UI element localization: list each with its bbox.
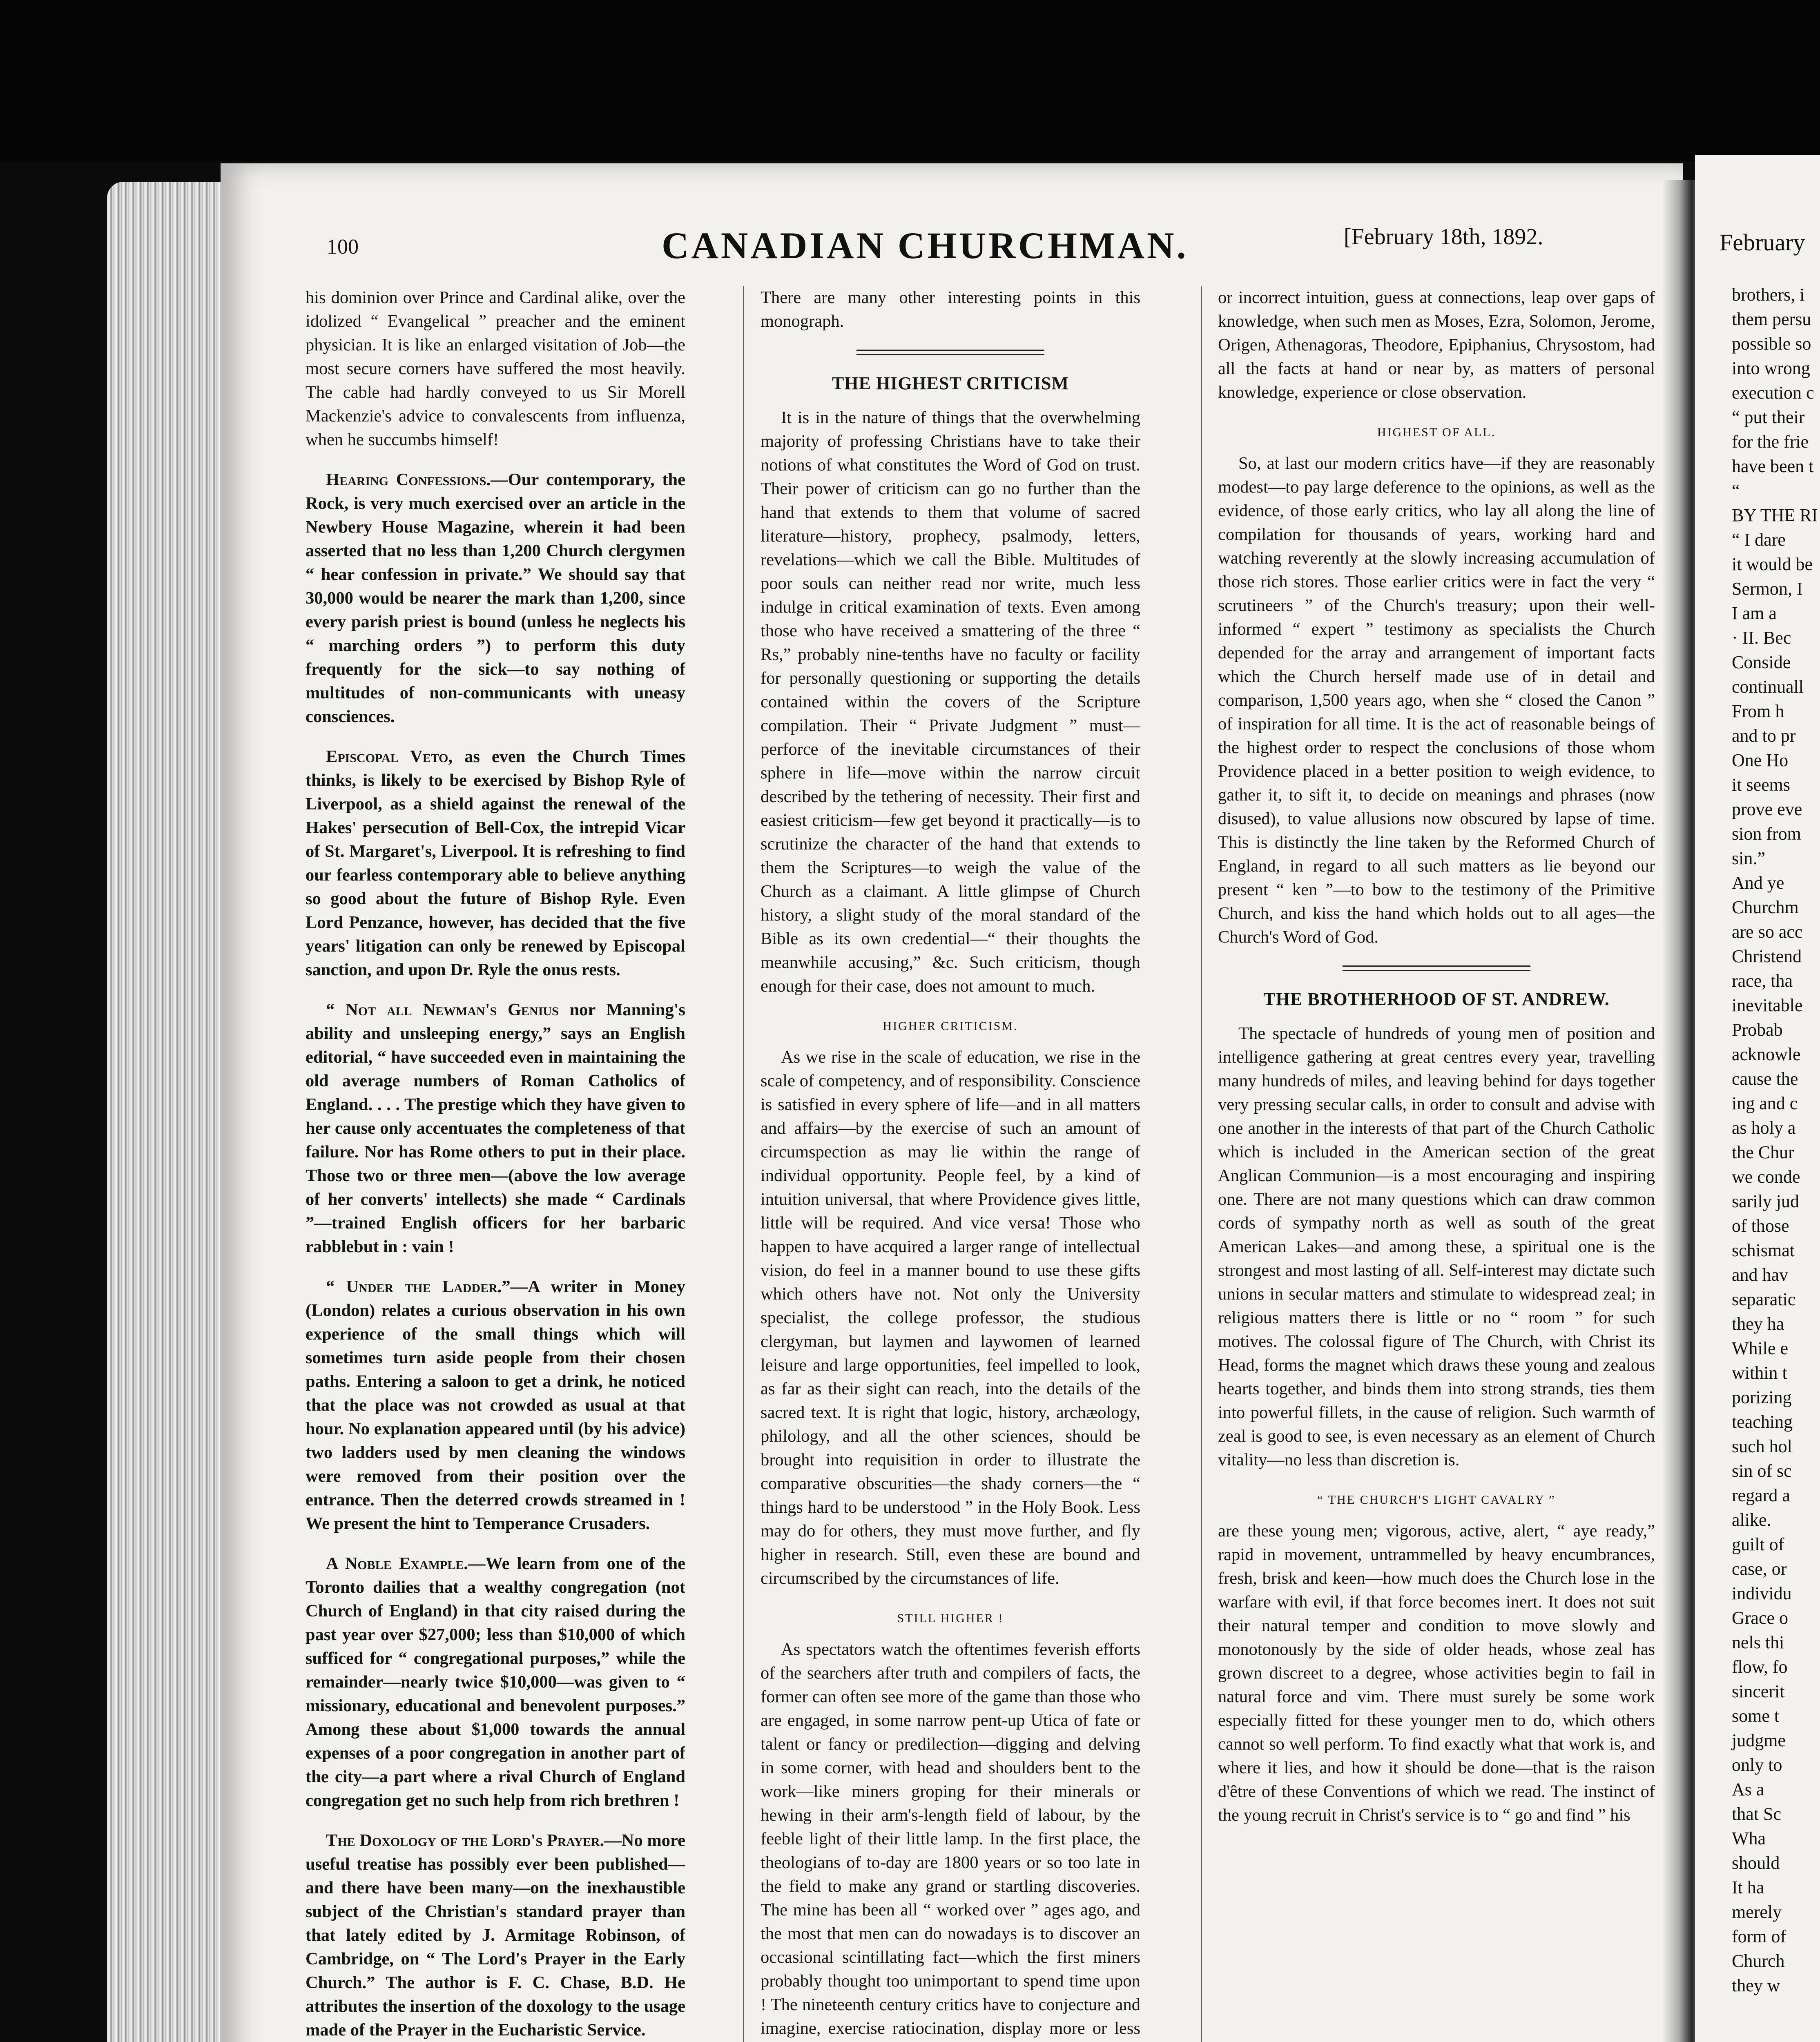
adjacent-page-line: Probab	[1732, 1020, 1783, 1040]
adjacent-page-line: Conside	[1732, 652, 1791, 672]
adjacent-page-line: brothers, i	[1732, 285, 1805, 305]
adjacent-page-line: of those	[1732, 1216, 1789, 1236]
adjacent-page-line: alike.	[1732, 1510, 1771, 1530]
paragraph-lead: “ Under the Ladder.”	[326, 1277, 511, 1296]
adjacent-page-line: Christend	[1732, 946, 1802, 966]
paragraph-body: nor Manning's ability and unsleeping energy,” says an English editorial, “ have succeeded even in maintaining the old average numbers of Roman Catholics of England. . . . The prestige which they have given to her cause only accentuates the completeness of that failure. Nor has Rome others to put in their place. Those two or three men—(above the low average of her converts' intellects) she made “ Cardinals ”—trained English officers for her barbaric rabblebut in : vain !	[306, 1000, 685, 1256]
adjacent-page-line: And ye	[1732, 873, 1784, 893]
adjacent-page-line: “ I dare	[1732, 530, 1786, 550]
article-text: or incorrect intuition, guess at connections, leap over gaps of knowledge, when such men as Moses, Ezra, Solomon, Jerome, Origen, Athenagoras, Theodore, Epiphanius, Chrysostom, had all the facts at hand or near by, as matters of personal knowledge, experience or close observation.	[1218, 288, 1655, 402]
paragraph-lead: Hearing Confessions.	[326, 470, 491, 489]
adjacent-page-line: are so acc	[1732, 922, 1803, 942]
adjacent-page-line: One Ho	[1732, 750, 1789, 770]
paragraph-noble-example	[306, 1552, 685, 1812]
adjacent-page-line: nels thi	[1732, 1632, 1784, 1652]
paragraph-body: —A writer in Money (London) relates a curious observation in his own experience of the small things which will sometimes turn aside people from their chosen paths. Entering a saloon to get a drink, he noticed that the place was not crowded as usual at that hour. No explanation appeared until (by his advice) two ladders used by men cleaning the windows were removed from their position over the entrance. Then the deterred crowds streamed in ! We present the hint to Temperance Crusaders.	[306, 1277, 685, 1533]
adjacent-page-line: individu	[1732, 1583, 1792, 1603]
page-number: 100	[327, 235, 359, 259]
adjacent-page-line: Grace o	[1732, 1608, 1789, 1628]
paragraph-lead: The Doxology of the Lord's Prayer.	[326, 1831, 604, 1850]
paragraph-body: as even the Church Times thinks, is likely to be exercised by Bishop Ryle of Liverpool, as a shield against the renewal of the Hakes' persecution of Bell-Cox, the intrepid Vicar of St. Margaret's, Liverpool. It is refreshing to find our fearless contemporary able to believe anything so good about the future of Bishop Ryle. Even Lord Penzance, however, has decided that the five years' litigation can only be renewed by Episcopal sanction, and upon Dr. Ryle the onus rests.	[306, 747, 685, 979]
adjacent-page-line: for the frie	[1732, 432, 1809, 452]
paragraph-body: —We learn from one of the Toronto dailies that a wealthy congregation (not Church of England) in that city raised during the past year over $27,000; less than $10,000 of which sufficed for “ congregational purposes,” while the remainder—nearly twice $10,000—was given to “ missionary, educational and benevolent purposes.” Among these about $1,000 towards the annual expenses of a poor congregation in another part of the city—a part where a rival Church of England congregation get no such help from rich brethren !	[306, 1554, 685, 1810]
adjacent-page-line: case, or	[1732, 1559, 1787, 1579]
adjacent-page-line: schismat	[1732, 1240, 1795, 1260]
paragraph-hearing-confessions	[306, 468, 685, 729]
column-divider	[1201, 286, 1202, 2042]
article-text: There are many other interesting points in this monograph.	[761, 288, 1140, 331]
article-paragraph: So, at last our modern critics have—if they are reasonably modest—to pay large deference to the opinions, as well as the evidence, of those early critics, who lay all along the line of compilation for thousands of years, working hard and watching reverently at the slowly increasing accumulation of those rich stores. Those earlier critics were in fact the very “ scrutineers ” of the Church's treasury; upon their well-informed “ expert ” testimony as specialists the Church depended for the array and arrangement of important facts which the Church herself made use of in detail and comparison, 1,500 years ago, when she “ closed the Canon ” of inspiration for all time. It is the act of reasonable beings of the highest order to respect the conclusions of those whom Providence placed in a better position to weigh evidence, to gather it, to sift it, to decide on meanings and phrases (now disused), to value allusions now obscured by lapse of time. This is distinctly the line taken by the Reformed Church of England, in regard to all such matters as lie beyond our present “ ken ”—to bow to the testimony of the Primitive Church, and kiss the hand which holds out to all ages—the Church's Word of God.	[1218, 454, 1655, 947]
paragraph-lead: “ Not all Newman's Genius	[326, 1000, 559, 1019]
adjacent-page-line: race, tha	[1732, 971, 1793, 991]
adjacent-page-line: While e	[1732, 1338, 1789, 1358]
article-heading: THE HIGHEST CRITICISM	[832, 373, 1069, 393]
article-paragraph: It is in the nature of things that the overwhelming majority of professing Christians have to take their notions of what constitutes the Word of God on trust. Their power of criticism can go no further than the hand that extends to them that volume of sacred literature—history, prophecy, psalmody, letters, revelations—which we call the Bible. Multitudes of poor souls can neither read nor write, much less indulge in critical examination of texts. Even among those who have received a smattering of the three “ Rs,” probably nine-tenths have no faculty or facility for personally questioning or supporting the details contained within the covers of the Scripture compilation. Their “ Private Judgment ” must—perforce of the inevitable circumstances of their sphere in life—move within the narrow circuit described by the tethering of necessity. Their first and easiest criticism—few get beyond it practically—is to scrutinize the character of the hand that extends to them the Scriptures—to weigh the value of the Church as a claimant. A little glimpse of Church history, a slight study of the moral standard of the Bible as its own credential—“ their thoughts the meanwhile accusing,” &c. Such criticism, though enough for their case, does not amount to much.	[761, 408, 1140, 996]
article-text: his dominion over Prince and Cardinal alike, over the idolized “ Evangelical ” preacher and the eminent physician. It is like an enlarged visitation of Job—the most secure corners have suffered the most heavily. The cable had hardly conveyed to us Sir Morell Mackenzie's advice to convalescents from influenza, when he succumbs himself!	[306, 288, 685, 449]
column-3	[1218, 286, 1655, 2042]
adjacent-page-line: and to pr	[1732, 726, 1796, 746]
adjacent-page-line: ing and c	[1732, 1093, 1798, 1113]
adjacent-page-line: only to	[1732, 1755, 1782, 1775]
adjacent-page-line: acknowle	[1732, 1044, 1801, 1064]
adjacent-page-line: sin.”	[1732, 848, 1765, 868]
adjacent-page-line: such hol	[1732, 1436, 1792, 1456]
adjacent-page-line: and hav	[1732, 1265, 1789, 1285]
film-border-top	[0, 0, 1820, 161]
adjacent-page-line: some t	[1732, 1706, 1780, 1726]
article-paragraph: The spectacle of hundreds of young men of position and intelligence gathering at great centres every year, travelling many hundreds of miles, and leaving behind for days together very pressing secular calls, in order to consult and advise with one another in the interests of that part of the Church Catholic which is included in the American section of the great Anglican Communion—is a most encouraging and inspiring one. There are not many questions which can draw common cords of sympathy north as well as south of the great American Lakes—and among these, a spiritual one is the strongest and most lasting of all. Self-interest may dictate such unions in secular matters and stimulate to widespread zeal; in religious matters there is little or no “ room ” for such motives. The colossal figure of The Church, with Christ its Head, forms the magnet which draws these young and zealous hearts together, and binds them into strong strands, ties them into powerful fillets, in the cause of religion. Such warmth of zeal is good to see, is even necessary as an element of Church vitality—no less than discretion is.	[1218, 1024, 1655, 1469]
article-heading: THE BROTHERHOOD OF ST. ANDREW.	[1263, 989, 1610, 1009]
adjacent-page-line: into wrong	[1732, 358, 1810, 378]
adjacent-page-line: teaching	[1732, 1412, 1793, 1432]
article-paragraph: are these young men; vigorous, active, alert, “ aye ready,” rapid in movement, untrammelled by heavy encumbrances, fresh, brisk and keen—how much does the Church lose in the warfare with evil, if that force becomes inert. It does not suit their natural temper and condition to move slowly and monotonously by the side of older heads, whose zeal has grown discreet to a degree, whose activities begin to fail in natural force and vim. There must surely be some work especially fitted for these younger men to do, which others cannot so well perform. To find exactly what that work is, and where it lies, and how it should be done—that is the raison d'être of these Conventions of which we read. The instinct of the young recruit in Christ's service is to “ go and find ” his	[1218, 1521, 1655, 1825]
adjacent-page-line: possible so	[1732, 334, 1811, 354]
adjacent-page-line: inevitable	[1732, 995, 1803, 1015]
book-page-edges	[107, 182, 234, 2042]
adjacent-page-line: Sermon, I	[1732, 579, 1803, 599]
adjacent-page-line: they w	[1732, 1975, 1780, 1995]
column-2	[761, 286, 1140, 2042]
adjacent-page-line: that Sc	[1732, 1804, 1781, 1824]
column-divider	[743, 286, 744, 2042]
article-paragraph: As spectators watch the oftentimes feverish efforts of the searchers after truth and compilers of facts, the former can often see more of the game than those who are engaged, in some narrow pent-up Utica of fate or talent or fancy or predilection—digging and delving in some corner, with head and shoulders bent to the work—like miners groping for their minerals or hewing in their arm's-length field of labour, by the feeble light of their little lamp. In the first place, the theologians of to-day are 1800 years or so too late in the field to make any grand or startling discoveries. The mine has been all “ worked over ” ages ago, and the most that men can do nowadays is to discover an occasional scintillating fact—which the first miners probably thought too unimportant to spend time upon ! The nineteenth century critics have to conjecture and imagine, exercise ratiocination, display more or less	[761, 1640, 1140, 2038]
adjacent-page-line: As a	[1732, 1779, 1764, 1799]
section-rule	[856, 350, 1044, 355]
paragraph-lead: A Noble Example.	[326, 1554, 468, 1573]
adjacent-page-line: regard a	[1732, 1485, 1790, 1505]
adjacent-page-line: they ha	[1732, 1314, 1784, 1334]
adjacent-page-line: From h	[1732, 701, 1784, 721]
adjacent-page-line: cause the	[1732, 1069, 1798, 1089]
adjacent-page-line: “ put their	[1732, 407, 1805, 427]
adjacent-page-line: “	[1732, 481, 1740, 501]
adjacent-page-line: the Chur	[1732, 1142, 1794, 1162]
adjacent-page-line: Churchm	[1732, 897, 1799, 917]
adjacent-page-line: separatic	[1732, 1289, 1796, 1309]
adjacent-page-line: within t	[1732, 1363, 1787, 1383]
adjacent-page-line: prove eve	[1732, 799, 1802, 819]
adjacent-page	[1695, 155, 1820, 2042]
adjacent-page-line: have been t	[1732, 456, 1814, 476]
adjacent-page-line: should	[1732, 1853, 1780, 1873]
paragraph-lead: Episcopal Veto,	[326, 747, 453, 766]
paragraph-newmans-genius	[306, 998, 685, 1259]
subheading: “ THE CHURCH'S LIGHT CAVALRY ”	[1317, 1493, 1556, 1507]
paragraph-body: —No more useful treatise has possibly ever been published—and there have been many—on the inexhaustible subject of the Christian's standard prayer than that lately edited by J. Armitage Robinson, of Cambridge, on “ The Lord's Prayer in the Early Church.” The author is F. C. Chase, B.D. He attributes the insertion of the doxology to the usage made of the Prayer in the Eucharistic Service.	[306, 1831, 685, 2040]
paragraph-body: —Our contemporary, the Rock, is very much exercised over an article in the Newbery House Magazine, wherein it had been asserted that no less than 1,200 Church clergymen “ hear confession in private.” We should say that 30,000 would be nearer the mark than 1,200, since every parish priest is bound (unless he neglects his “ marching orders ”) to perform this duty frequently for the sick—to say nothing of multitudes of non-communicants with uneasy consciences.	[306, 470, 685, 726]
paragraph-doxology	[306, 1829, 685, 2042]
adjacent-page-line: porizing	[1732, 1387, 1792, 1407]
subheading: HIGHER CRITICISM.	[883, 1019, 1018, 1033]
adjacent-page-line: Church	[1732, 1951, 1785, 1971]
subheading: STILL HIGHER !	[897, 1612, 1004, 1625]
adjacent-page-line: it would be	[1732, 554, 1813, 574]
paragraph-under-the-ladder	[306, 1275, 685, 1536]
adjacent-page-line: It ha	[1732, 1877, 1764, 1897]
column-1	[306, 286, 685, 2042]
section-rule	[1343, 965, 1530, 971]
adjacent-page-line: judgme	[1732, 1730, 1786, 1750]
adjacent-page-line: continuall	[1732, 677, 1804, 697]
masthead-title: CANADIAN CHURCHMAN.	[662, 225, 1189, 266]
adjacent-page-line: I am a	[1732, 603, 1777, 623]
issue-date: [February 18th, 1892.	[1344, 224, 1543, 250]
adjacent-page-line: sin of sc	[1732, 1461, 1792, 1481]
adjacent-page-line: sincerit	[1732, 1681, 1785, 1701]
adjacent-page-line: execution c	[1732, 383, 1814, 403]
subheading: HIGHEST OF ALL.	[1377, 426, 1496, 439]
adjacent-page-line: merely	[1732, 1902, 1782, 1922]
adjacent-page-line: flow, fo	[1732, 1657, 1788, 1677]
adjacent-page-line: sion from	[1732, 824, 1801, 844]
adjacent-page-line: BY THE RI	[1732, 505, 1818, 525]
adjacent-page-line: form of	[1732, 1926, 1787, 1946]
adjacent-page-line: it seems	[1732, 775, 1790, 795]
adjacent-page-line: them persu	[1732, 309, 1811, 329]
adjacent-page-line: as holy a	[1732, 1118, 1796, 1138]
adjacent-page-line: sarily jud	[1732, 1191, 1799, 1211]
adjacent-page-line: we conde	[1732, 1167, 1800, 1187]
paragraph-episcopal-veto	[306, 745, 685, 982]
adjacent-page-header: February	[1720, 229, 1805, 256]
adjacent-page-line: · II. Bec	[1732, 628, 1791, 648]
article-paragraph: As we rise in the scale of education, we rise in the scale of competency, and of responsibility. Conscience is satisfied in every sphere of life—and in all matters and affairs—by the exercise of such an amount of circumspection as may lie within the range of individual opportunity. People feel, by a kind of intuition universal, that where Providence gives little, little will be required. And vice versa! Those who happen to have acquired a larger range of intellectual vision, do feel in a manner bound to use these gifts which others have not. Not only the University specialist, the college professor, the studious clergyman, but laymen and laywomen of learned leisure and large opportunities, feel impelled to look, as far as their sight can reach, into the details of the sacred text. It is right that logic, history, archæology, philology, and all the other sciences, should be brought into requisition in order to illustrate the comparative obscurities—the shady corners—the “ things hard to be understood ” in the Holy Book. Less may do for others, they must move further, and fly higher in research. Still, even these are bound and circumscribed by the circumstances of life.	[761, 1048, 1140, 1588]
adjacent-page-line: Wha	[1732, 1828, 1766, 1848]
adjacent-page-line: guilt of	[1732, 1534, 1784, 1554]
